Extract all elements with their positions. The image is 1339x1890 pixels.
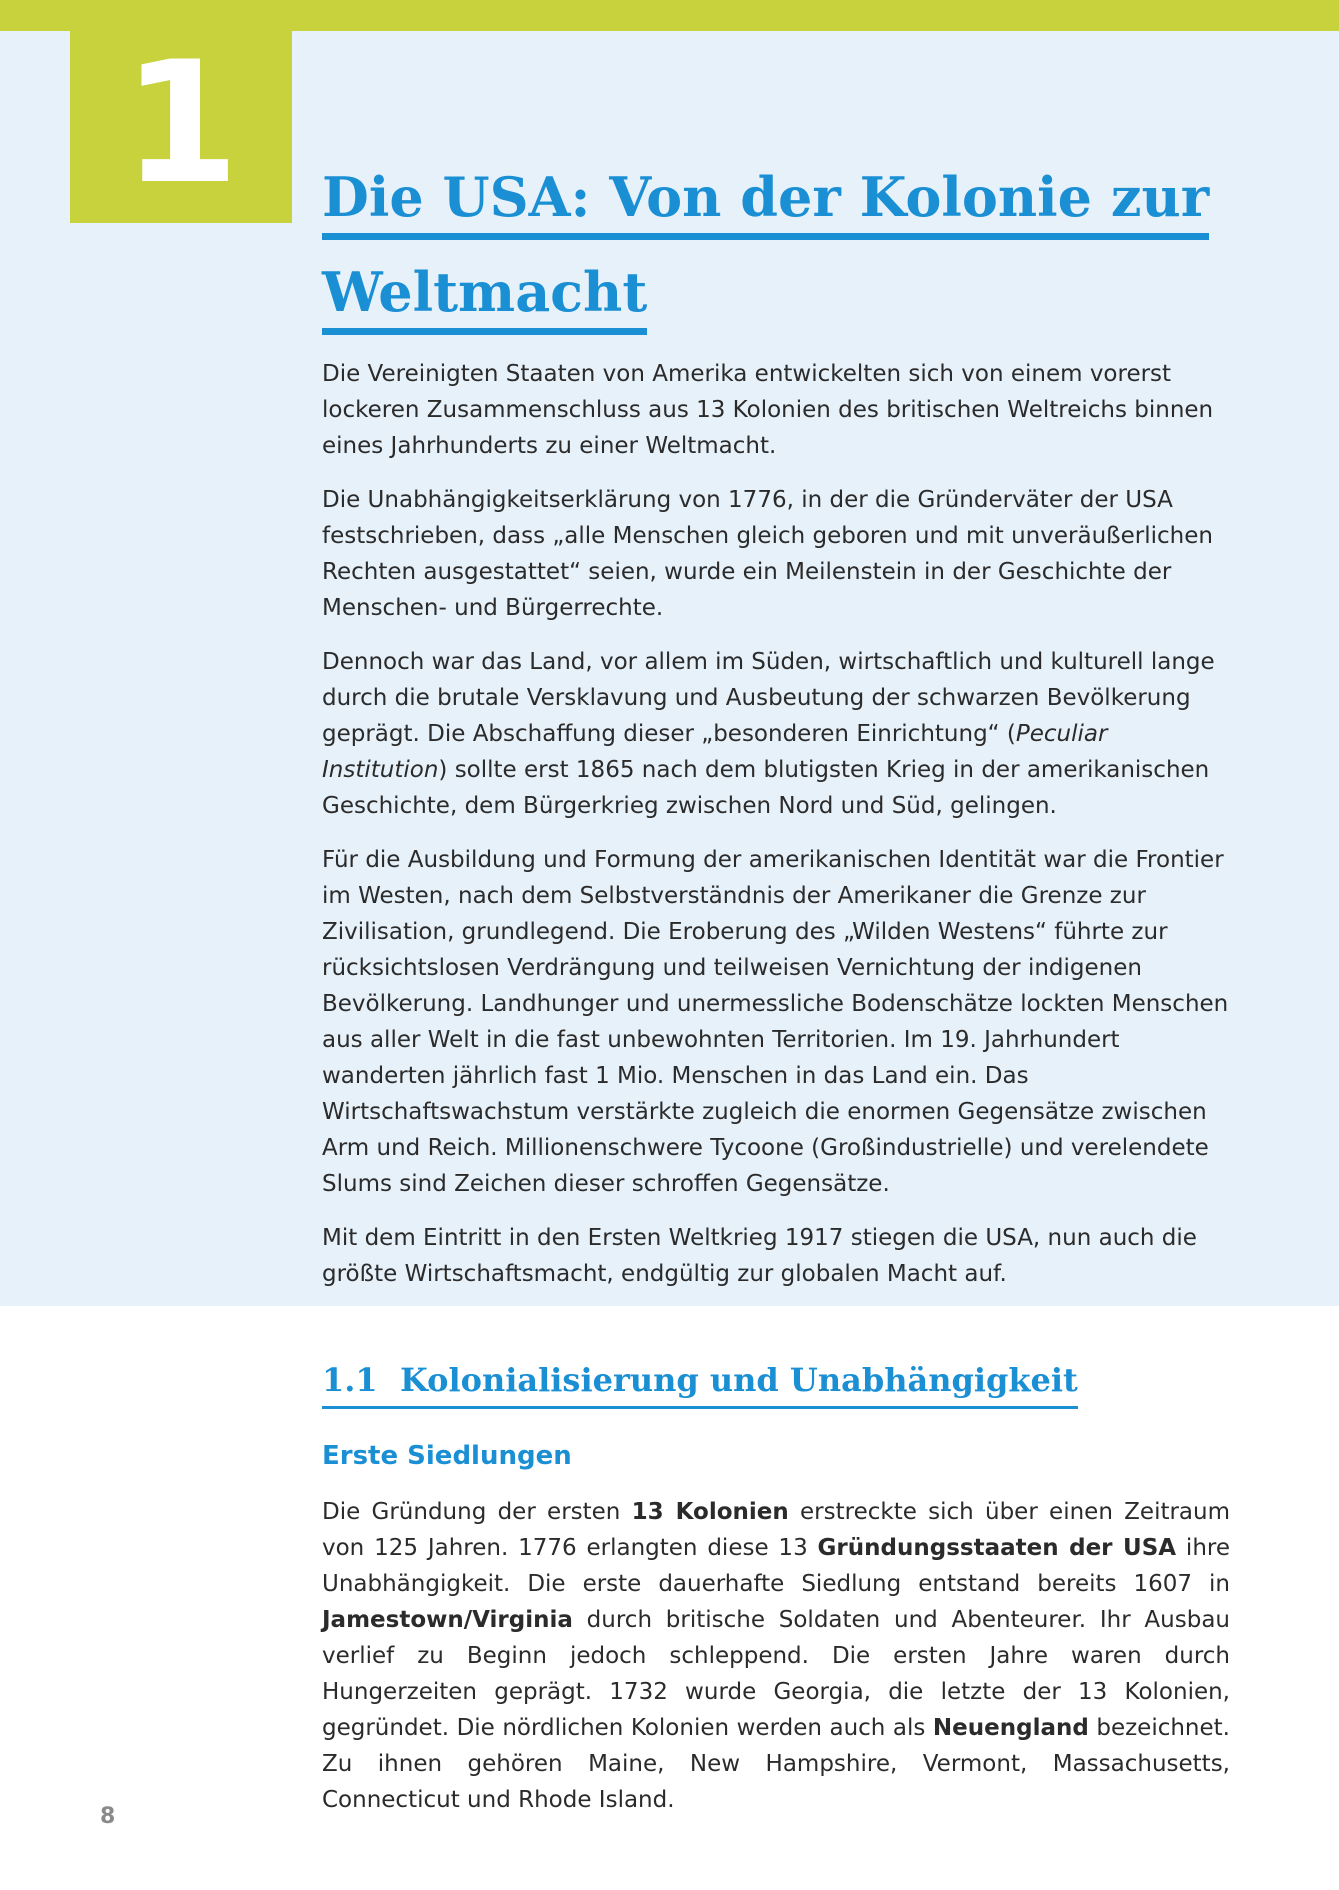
body-bold-text: 13 Kolonien [631, 1499, 789, 1525]
chapter-title-line-2: Weltmacht [322, 260, 647, 335]
intro-paragraph: Die Vereinigten Staaten von Amerika entwickelten sich von einem vorerst lockeren Zusammenschluss aus 13 Kolonien des britischen Weltreichs binnen eines Jahrhunderts zu einer Weltmacht. [322, 361, 1214, 459]
section-title: Kolonialisierung und Unabhängigkeit [400, 1361, 1078, 1399]
body-text: erstreckte sich über einen Zeitraum von 125 Jahren. 1776 erlangten diese 13 [322, 1499, 1231, 1561]
body-text: durch britische Soldaten und Abenteurer. Ihr Ausbau verlief zu Beginn jedoch schleppend. Die ersten Jahre waren durch Hungerzeiten geprägt. 1732 wurde Georgia, die letzte der 13 Kolonien, gegründet. Die nördlichen Kolonien werden auch als [322, 1607, 1230, 1741]
intro-paragraph-italic: Peculiar Institution [322, 721, 1108, 783]
page-number: 8 [100, 1804, 116, 1829]
body-text: Die Gründung der ersten [322, 1499, 632, 1525]
body-text: ihre Unabhängigkeit. Die erste dauerhafte Siedlung entstand bereits 1607 in [322, 1535, 1230, 1597]
body-bold-text: Gründungsstaaten der USA [817, 1535, 1177, 1561]
section-number: 1.1 [322, 1361, 378, 1399]
section-body [322, 1494, 1230, 1836]
subsection-heading: Erste Siedlungen [322, 1441, 572, 1471]
chapter-title-line-1: Die USA: Von der Kolonie zur [322, 165, 1209, 240]
chapter-number-box [70, 25, 292, 223]
intro-paragraph [322, 644, 1230, 824]
body-bold-text: Neuengland [932, 1715, 1089, 1741]
body-text: bezeichnet. Zu ihnen gehören Maine, New Hampshire, Vermont, Massachusetts, Connecticut und Rhode Island. [322, 1715, 1230, 1813]
body-paragraph [322, 1494, 1230, 1818]
intro-text [322, 356, 1230, 1310]
body-bold-text: Jamestown/Virginia [322, 1607, 573, 1633]
intro-paragraph: Mit dem Eintritt in den Ersten Weltkrieg 1917 stiegen die USA, nun auch die größte Wirtschaftsmacht, endgültig zur globalen Macht auf. [322, 1225, 1197, 1287]
intro-paragraph: Die Unabhängigkeitserklärung von 1776, in der die Gründerväter der USA festschrieben, dass „alle Menschen gleich geboren und mit unveräußerlichen Rechten ausgestattet“ seien, wurde ein Meilenstein in der Geschichte der Menschen- und Bürgerrechte. [322, 487, 1213, 621]
chapter-number: 1 [122, 25, 240, 221]
intro-paragraph-text: Dennoch war das Land, vor allem im Süden, wirtschaftlich und kulturell lange durch die brutale Versklavung und Ausbeutung der schwarzen Bevölkerung geprägt. Die Abschaffung dieser „besonderen Einrichtung“ ( [322, 649, 1215, 747]
intro-paragraph: Für die Ausbildung und Formung der amerikanischen Identität war die Frontier im Westen, nach dem Selbstverständnis der Amerikaner die Grenze zur Zivilisation, grundlegend. Die Eroberung des „Wilden Westens“ führte zur rücksichtslosen Verdrängung und teilweisen Vernichtung der indigenen Bevölkerung. Landhunger und unermessliche Bodenschätze lockten Menschen aus aller Welt in die fast unbewohnten Territorien. Im 19. Jahrhundert wanderten jährlich fast 1 Mio. Menschen in das Land ein. Das Wirtschaftswachstum verstärkte zugleich die enormen Gegensätze zwischen Arm und Reich. Millionenschwere Tycoone (Großindustrielle) und verelendete Slums sind Zeichen dieser schroffen Gegensätze. [322, 847, 1229, 1197]
intro-paragraph-text: ) sollte erst 1865 nach dem blutigsten Krieg in der amerikanischen Geschichte, dem Bürgerkrieg zwischen Nord und Süd, gelingen. [322, 757, 1210, 819]
section-heading [322, 1356, 1078, 1409]
chapter-title [322, 150, 1282, 340]
